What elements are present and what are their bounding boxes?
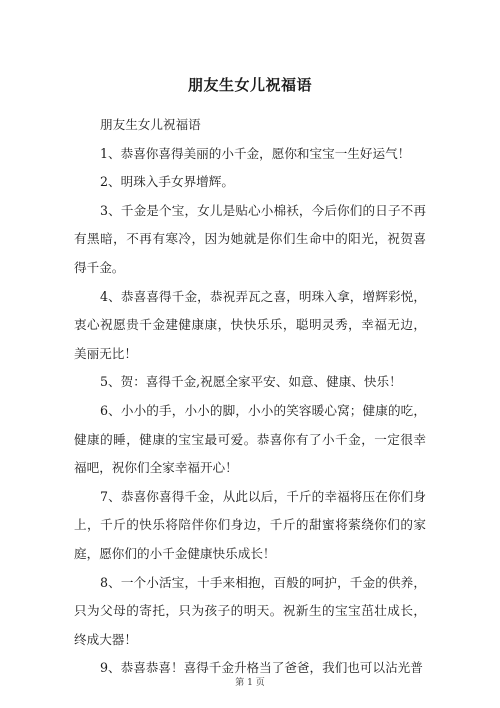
paragraph-item-4: 4、恭喜喜得千金，恭祝弄瓦之喜，明珠入拿，增辉彩悦，衷心祝愿贵千金建健康康，快快乐乐，聪明灵秀，幸福无边，美丽无比！ — [74, 288, 426, 361]
document-title: 朋友生女儿祝福语 — [187, 76, 312, 94]
paragraph-item-3: 3、千金是个宝，女儿是贴心小棉袄，今后你们的日子不再有黑暗，不再有寒冷，因为她就是你们生命中的阳光，祝贺喜得千金。 — [74, 202, 426, 275]
page-number: 第 1 页 — [235, 678, 265, 688]
paragraph-item-6: 6、小小的手，小小的脚，小小的笑容暖心窝；健康的吃，健康的睡，健康的宝宝最可爱。恭喜你有了小千金，一定很幸福吧，祝你们全家幸福开心！ — [74, 402, 426, 476]
paragraph-item-9: 9、恭喜恭喜！喜得千金升格当了爸爸，我们也可以沾光普 — [100, 660, 423, 676]
paragraph-heading: 朋友生女儿祝福语 — [100, 117, 201, 132]
document-body — [74, 111, 426, 683]
paragraph-item-2: 2、明珠入手女界增辉。 — [100, 174, 234, 190]
paragraph-item-7: 7、恭喜你喜得千金，从此以后，千斤的幸福将压在你们身上，千斤的快乐将陪伴你们身边，千斤的甜蜜将萦绕你们的家庭，愿你们的小千金健康快乐成长！ — [74, 488, 426, 561]
paragraph-item-1: 1、恭喜你喜得美丽的小千金，愿你和宝宝一生好运气！ — [100, 145, 411, 161]
paragraph-item-5: 5、贺：喜得千金,祝愿全家平安、如意、健康、快乐！ — [100, 374, 402, 390]
paragraph-item-8: 8、一个小活宝，十手来相抱，百般的呵护，千金的供养，只为父母的寄托，只为孩子的明天。祝新生的宝宝茁壮成长，终成大器！ — [74, 574, 426, 647]
